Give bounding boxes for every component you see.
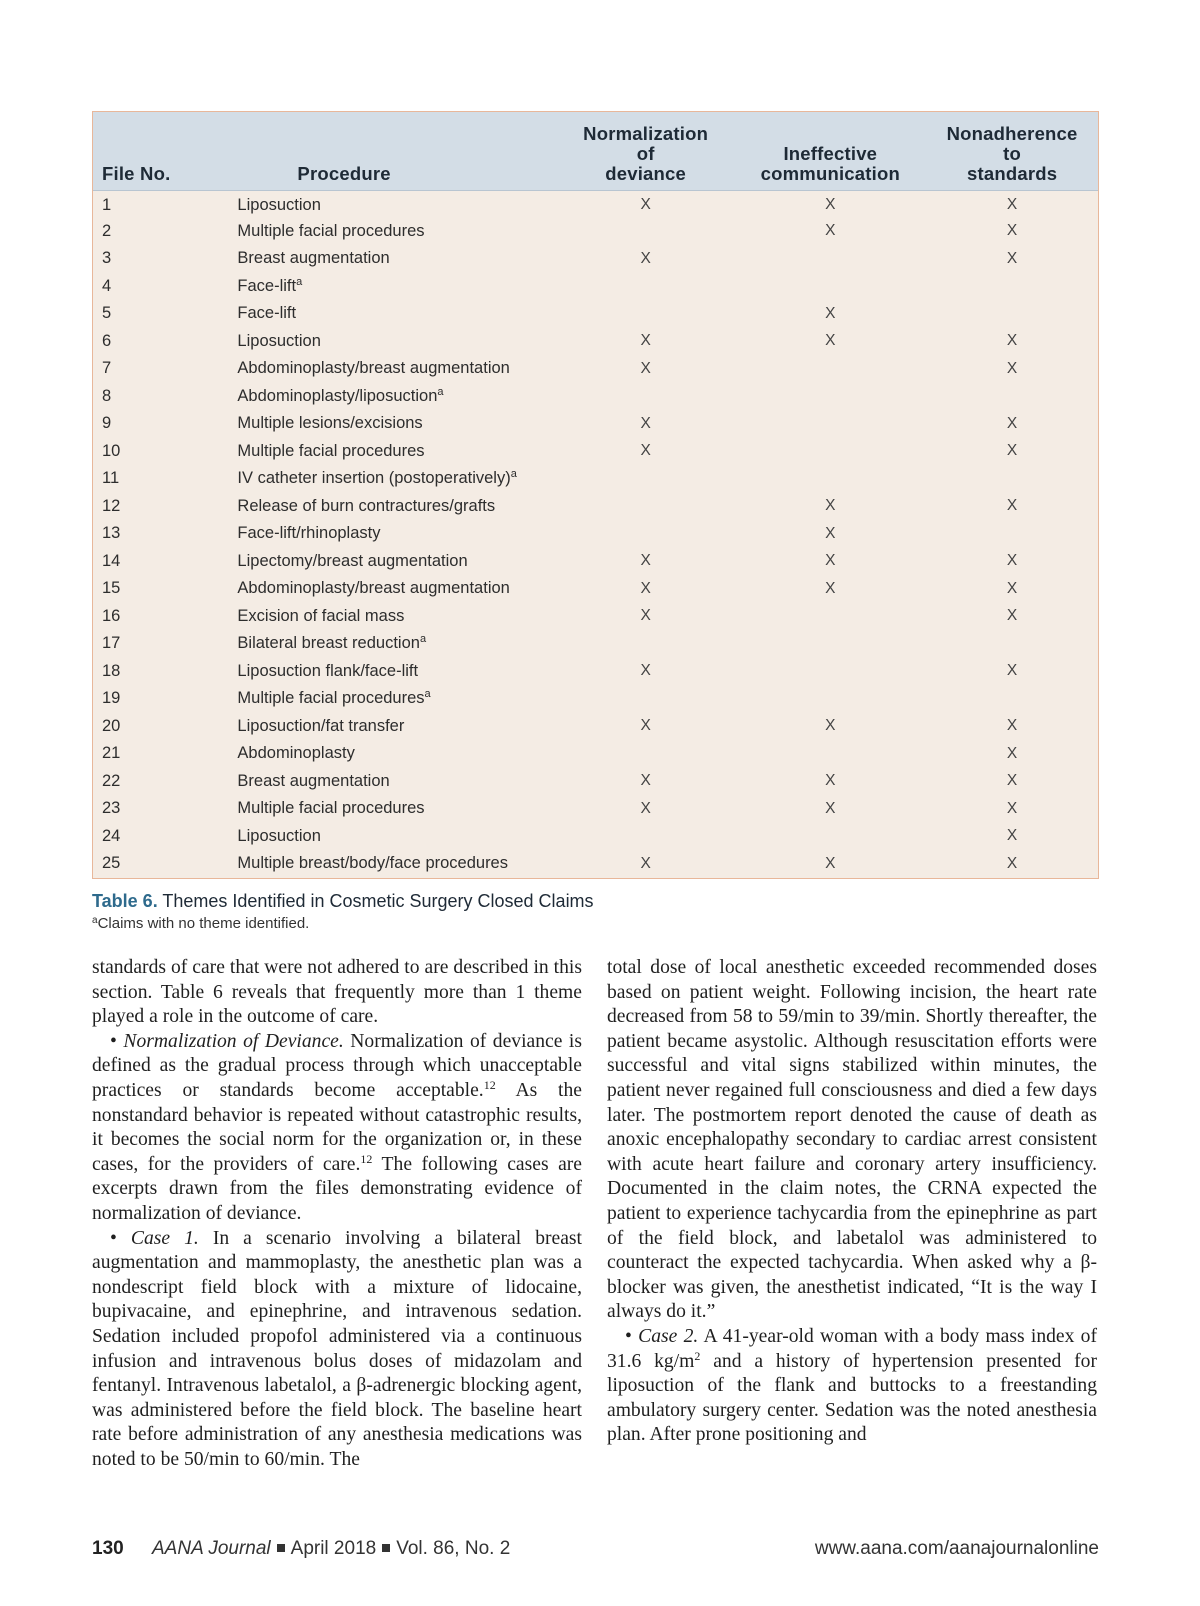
- paragraph-intro: standards of care that were not adhered to are described in this section. Table 6 reveals that frequently more than 1 theme played a role in the outcome of care.: [92, 957, 582, 1028]
- table-row: [93, 548, 1098, 576]
- cell-nonadherence: X: [1006, 827, 1018, 845]
- table-caption: [92, 891, 594, 912]
- volume: Vol. 86, No. 2: [396, 1538, 511, 1559]
- paragraph-case-2: [607, 1325, 1097, 1448]
- cell-file-no: 11: [102, 469, 120, 488]
- header-ineffective-line2: communication: [760, 162, 900, 184]
- cell-ineffective: [734, 273, 926, 301]
- cell-ineffective: [734, 603, 926, 631]
- header-file-no: File No.: [102, 162, 171, 184]
- table-row: [93, 850, 1098, 878]
- table-row: [93, 465, 1098, 493]
- footnote-text: Claims with no theme identified.: [97, 915, 310, 932]
- cell-file-no: 6: [102, 331, 112, 350]
- procedure-text: Multiple facial procedures: [237, 689, 425, 708]
- procedure-text: Multiple facial procedures: [237, 441, 425, 460]
- procedure-text: Excision of facial mass: [237, 606, 405, 625]
- cell-normalization: X: [640, 359, 651, 377]
- cell-procedure: [237, 630, 556, 658]
- cell-nonadherence: [926, 273, 1098, 301]
- cell-nonadherence: X: [1006, 717, 1018, 735]
- table-row: [93, 383, 1098, 411]
- bullet: •: [110, 1227, 131, 1249]
- cell-file-no: 4: [102, 276, 112, 295]
- header-nonadherence-line2: to: [1003, 142, 1022, 164]
- cell-ineffective: X: [825, 332, 836, 350]
- footnote-marker: a: [510, 468, 517, 481]
- cell-ineffective: X: [825, 196, 836, 213]
- cell-normalization: X: [640, 772, 651, 790]
- footnote-marker: a: [419, 633, 427, 646]
- cell-ineffective: X: [825, 579, 836, 597]
- table-row: [93, 768, 1098, 796]
- cell-ineffective: [734, 685, 926, 713]
- cell-file-no: 21: [102, 744, 121, 763]
- table: [93, 112, 1098, 878]
- procedure-text: Breast augmentation: [237, 771, 390, 790]
- cell-nonadherence: X: [1006, 799, 1018, 817]
- cell-file-no: 2: [102, 221, 112, 240]
- cell-file-no: 16: [102, 606, 121, 625]
- cell-normalization: X: [640, 249, 651, 267]
- footnote-mark: a: [92, 915, 98, 926]
- table-row: [93, 218, 1098, 246]
- table-row: [93, 328, 1098, 356]
- table-row: [93, 603, 1098, 631]
- cell-normalization: [557, 630, 735, 658]
- cell-procedure: [237, 575, 556, 603]
- cell-normalization: [557, 823, 735, 851]
- separator-square-icon: [277, 1544, 285, 1552]
- cell-procedure: [237, 740, 556, 768]
- journal-name: AANA Journal: [152, 1538, 271, 1559]
- cell-nonadherence: X: [1006, 332, 1018, 350]
- cell-ineffective: [734, 245, 926, 273]
- cell-file-no: 14: [102, 551, 121, 570]
- paragraph-case-1: [92, 1227, 582, 1473]
- cell-normalization: [557, 493, 735, 521]
- cell-ineffective: [734, 410, 926, 438]
- cell-normalization: [557, 273, 735, 301]
- cell-file-no: 12: [102, 496, 121, 515]
- text-case-1: In a scenario involving a bilateral breast augmentation and mammoplasty, the anesthetic plan was a nondescript field block with a mixture of lidocaine, bupivacaine, and epinephrine, and intravenous sedation. Sedation included propofol administered via a continuous infusion and intravenous bolus doses of midazolam and fentanyl. Intravenous labetalol, a β-adrenergic blocking agent, was administered before the field block. The baseline heart rate before administration of any anesthesia medications was noted to be 50/min to 60/min. The: [92, 1227, 583, 1470]
- cell-normalization: X: [640, 799, 651, 817]
- cell-procedure: [237, 273, 556, 301]
- cell-file-no: 13: [102, 524, 121, 543]
- journal-url[interactable]: www.aana.com/aanajournalonline: [814, 1538, 1099, 1559]
- procedure-text: Face-lift: [237, 276, 297, 295]
- footnote-marker: a: [437, 385, 444, 398]
- cell-nonadherence: X: [1006, 662, 1018, 680]
- caption-label: Table 6.: [92, 891, 158, 911]
- cell-procedure: [237, 328, 556, 356]
- table-row: [93, 740, 1098, 768]
- cell-nonadherence: X: [1006, 552, 1018, 570]
- cell-procedure: [237, 823, 556, 851]
- cell-procedure: [237, 548, 556, 576]
- reference-12: 12: [483, 1077, 496, 1092]
- table-row: [93, 795, 1098, 823]
- cell-normalization: X: [640, 717, 651, 735]
- term-case-1: Case 1.: [130, 1227, 199, 1249]
- cell-file-no: 19: [102, 689, 121, 708]
- table-row: [93, 355, 1098, 383]
- cell-procedure: [237, 218, 556, 246]
- cell-procedure: [237, 410, 556, 438]
- table-row: [93, 520, 1098, 548]
- procedure-text: Bilateral breast reduction: [237, 634, 420, 653]
- header-nonadherence: [926, 112, 1098, 190]
- cell-procedure: [237, 300, 556, 328]
- bullet: •: [625, 1325, 639, 1347]
- table-row: [93, 438, 1098, 466]
- caption-title: Themes Identified in Cosmetic Surgery Closed Claims: [162, 891, 594, 911]
- text-normalization-a: Normalization of deviance is defined as the gradual process through which unacceptable practices or standards become acceptable.: [92, 1030, 582, 1101]
- table-row: [93, 245, 1098, 273]
- cell-normalization: [557, 520, 735, 548]
- cell-nonadherence: [926, 465, 1098, 493]
- cell-ineffective: [734, 630, 926, 658]
- cell-ineffective: X: [825, 717, 836, 735]
- cell-ineffective: X: [825, 854, 836, 872]
- cell-nonadherence: X: [1006, 854, 1018, 872]
- cell-ineffective: [734, 465, 926, 493]
- cell-ineffective: [734, 823, 926, 851]
- cell-procedure: [237, 795, 556, 823]
- cell-ineffective: X: [825, 497, 836, 515]
- table-row: [93, 685, 1098, 713]
- table-row: [93, 190, 1098, 218]
- cell-file-no: 9: [102, 414, 112, 433]
- cell-ineffective: X: [825, 772, 836, 790]
- text-normalization-b: As the nonstandard behavior is repeated without catastrophic results, it becomes the social norm for the organization or, in these cases, for the providers of care.: [92, 1079, 582, 1175]
- journal-info: [152, 1538, 510, 1560]
- procedure-text: Abdominoplasty/breast augmentation: [237, 359, 510, 378]
- procedure-text: Liposuction: [237, 826, 321, 845]
- table-row: [93, 300, 1098, 328]
- cell-ineffective: [734, 438, 926, 466]
- cell-nonadherence: X: [1006, 579, 1018, 597]
- text-case-2-b: and a history of hypertension presented for liposuction of the flank and buttocks to a freestanding ambulatory surgery center. Sedation was the noted anesthesia plan. After prone positioning and: [607, 1350, 1097, 1446]
- header-normalization-line1: Normalization: [583, 122, 709, 144]
- cell-procedure: [237, 355, 556, 383]
- cell-ineffective: X: [825, 524, 836, 542]
- cell-normalization: X: [640, 332, 651, 350]
- procedure-text: Liposuction: [237, 195, 321, 214]
- cell-file-no: 3: [102, 249, 112, 268]
- procedure-text: Multiple breast/body/face procedures: [237, 854, 508, 873]
- cell-procedure: [237, 493, 556, 521]
- cell-nonadherence: X: [1006, 196, 1018, 213]
- bullet: •: [110, 1030, 124, 1052]
- procedure-text: Liposuction/fat transfer: [237, 716, 405, 735]
- procedure-text: Multiple facial procedures: [237, 221, 425, 240]
- cell-ineffective: [734, 383, 926, 411]
- cell-nonadherence: X: [1006, 249, 1018, 267]
- table-row: [93, 273, 1098, 301]
- cell-ineffective: [734, 355, 926, 383]
- cell-file-no: 1: [102, 195, 112, 214]
- cell-file-no: 18: [102, 661, 121, 680]
- table-row: [93, 630, 1098, 658]
- superscript-2: 2: [694, 1348, 701, 1363]
- procedure-text: Lipectomy/breast augmentation: [237, 551, 468, 570]
- cell-procedure: [237, 190, 556, 218]
- cell-normalization: [557, 383, 735, 411]
- cell-file-no: 23: [102, 799, 121, 818]
- procedure-text: Multiple lesions/excisions: [237, 414, 423, 433]
- procedure-text: Multiple facial procedures: [237, 799, 425, 818]
- table-body: [93, 190, 1098, 878]
- header-normalization-line3: deviance: [605, 162, 687, 184]
- cell-nonadherence: X: [1006, 497, 1018, 515]
- cell-procedure: [237, 438, 556, 466]
- header-normalization: [557, 112, 735, 190]
- term-case-2: Case 2.: [638, 1325, 699, 1347]
- paragraph-normalization: [92, 1030, 582, 1227]
- cell-procedure: [237, 850, 556, 878]
- table-header-row: [93, 112, 1098, 190]
- cell-normalization: [557, 300, 735, 328]
- header-procedure: Procedure: [297, 162, 391, 184]
- cell-file-no: 7: [102, 359, 112, 378]
- procedure-text: Abdominoplasty/breast augmentation: [237, 579, 510, 598]
- cell-file-no: 17: [102, 634, 121, 653]
- table-row: [93, 575, 1098, 603]
- cell-nonadherence: X: [1006, 359, 1018, 377]
- procedure-text: Release of burn contractures/grafts: [237, 496, 496, 515]
- header-nonadherence-line3: standards: [966, 162, 1058, 184]
- cell-nonadherence: X: [1006, 607, 1018, 625]
- procedure-text: Breast augmentation: [237, 249, 390, 268]
- procedure-text: Abdominoplasty/liposuction: [237, 386, 438, 405]
- cell-procedure: [237, 685, 556, 713]
- page-number: 130: [92, 1538, 124, 1559]
- cell-normalization: X: [640, 662, 651, 680]
- table-row: [93, 410, 1098, 438]
- cell-procedure: [237, 245, 556, 273]
- cell-normalization: [557, 740, 735, 768]
- table-footnote: [92, 915, 309, 932]
- cell-file-no: 20: [102, 716, 121, 735]
- procedure-text: Liposuction flank/face-lift: [237, 661, 419, 680]
- cell-file-no: 15: [102, 579, 121, 598]
- cell-procedure: [237, 603, 556, 631]
- cell-ineffective: X: [825, 222, 836, 240]
- cell-ineffective: [734, 658, 926, 686]
- separator-square-icon: [382, 1544, 390, 1552]
- cell-nonadherence: [926, 685, 1098, 713]
- cell-procedure: [237, 383, 556, 411]
- cell-ineffective: X: [825, 552, 836, 570]
- themes-table: [92, 111, 1099, 879]
- cell-nonadherence: X: [1006, 222, 1018, 240]
- text-case-2-a: A 41-year-old woman with a body mass index of 31.6 kg/m: [607, 1325, 1097, 1372]
- reference-12: 12: [360, 1151, 373, 1166]
- procedure-text: Abdominoplasty: [237, 744, 355, 763]
- cell-procedure: [237, 713, 556, 741]
- cell-file-no: 5: [102, 304, 112, 323]
- cell-nonadherence: X: [1006, 772, 1018, 790]
- paragraph-case-1-continued: total dose of local anesthetic exceeded recommended doses based on patient weight. Following incision, the heart rate decreased from 58 to 59/min to 39/min. Shortly thereafter, the patient became asystolic. Although resuscitation efforts were successful and vital signs stabilized within minutes, the patient never regained full consciousness and died a few days later. The postmortem report denoted the cause of death as anoxic encephalopathy secondary to cardiac arrest consistent with acute heart failure and coronary artery insufficiency. Documented in the claim notes, the CRNA expected the patient to experience tachycardia from the epinephrine as part of the field block, and labetalol was administered to counteract the expected tachycardia. When asked why a β-blocker was given, the anesthetist indicated, “It is the way I always do it.”: [607, 957, 1097, 1323]
- header-ineffective: [734, 112, 926, 190]
- cell-normalization: X: [640, 579, 651, 597]
- cell-ineffective: [734, 740, 926, 768]
- page-footer: [92, 1538, 1099, 1564]
- cell-normalization: X: [640, 442, 651, 460]
- cell-file-no: 10: [102, 441, 121, 460]
- cell-normalization: X: [640, 414, 651, 432]
- body-column-left: [92, 956, 582, 1472]
- cell-procedure: [237, 465, 556, 493]
- header-nonadherence-line1: Nonadherence: [946, 122, 1078, 144]
- footnote-marker: a: [424, 688, 431, 701]
- cell-file-no: 24: [102, 826, 121, 845]
- cell-nonadherence: [926, 630, 1098, 658]
- text-normalization-c: The following cases are excerpts drawn from the files demonstrating evidence of normalization of deviance.: [92, 1153, 582, 1224]
- cell-file-no: 25: [102, 854, 121, 873]
- cell-ineffective: X: [825, 799, 836, 817]
- procedure-text: Face-lift: [237, 304, 297, 323]
- header-normalization-line2: of: [636, 142, 655, 164]
- cell-normalization: X: [640, 196, 651, 213]
- cell-file-no: 22: [102, 771, 121, 790]
- term-normalization: Normalization of Deviance.: [123, 1030, 344, 1052]
- cell-normalization: [557, 685, 735, 713]
- procedure-text: Face-lift/rhinoplasty: [237, 524, 381, 543]
- cell-procedure: [237, 768, 556, 796]
- cell-nonadherence: [926, 520, 1098, 548]
- cell-normalization: [557, 218, 735, 246]
- cell-nonadherence: X: [1006, 442, 1018, 460]
- cell-nonadherence: [926, 383, 1098, 411]
- cell-file-no: 8: [102, 386, 112, 405]
- table-row: [93, 493, 1098, 521]
- cell-normalization: [557, 465, 735, 493]
- cell-nonadherence: X: [1006, 414, 1018, 432]
- cell-normalization: X: [640, 854, 651, 872]
- table-row: [93, 658, 1098, 686]
- cell-normalization: X: [640, 552, 651, 570]
- cell-procedure: [237, 520, 556, 548]
- header-ineffective-line1: Ineffective: [783, 142, 878, 164]
- procedure-text: Liposuction: [237, 331, 321, 350]
- cell-normalization: X: [640, 607, 651, 625]
- footnote-marker: a: [296, 275, 303, 288]
- table-row: [93, 823, 1098, 851]
- cell-procedure: [237, 658, 556, 686]
- procedure-text: IV catheter insertion (postoperatively): [237, 469, 511, 488]
- cell-nonadherence: X: [1006, 744, 1018, 762]
- cell-ineffective: X: [825, 304, 836, 322]
- issue-date: April 2018: [290, 1538, 377, 1559]
- body-column-right: [607, 956, 1097, 1448]
- cell-nonadherence: [926, 300, 1098, 328]
- table-row: [93, 713, 1098, 741]
